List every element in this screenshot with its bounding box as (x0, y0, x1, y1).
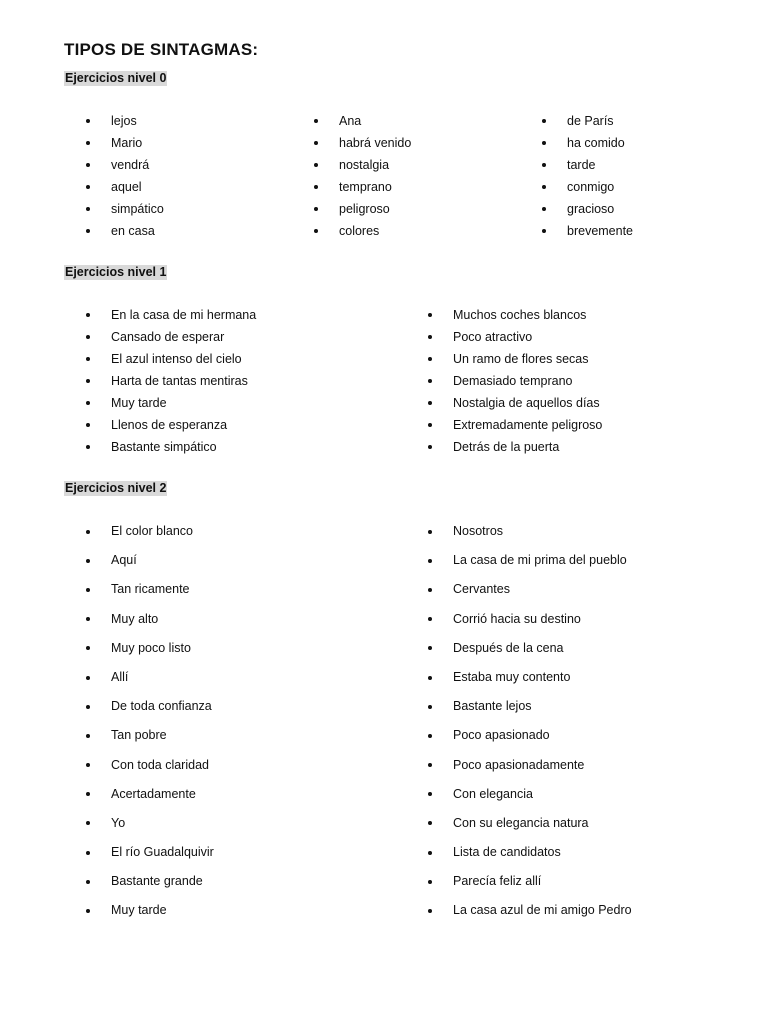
nivel-0-column-3 (542, 110, 633, 242)
bullet-icon (314, 207, 318, 211)
bullet-icon (542, 185, 546, 189)
bullet-icon (428, 851, 432, 855)
bullet-icon (428, 530, 432, 534)
bullet-icon (314, 185, 318, 189)
bullet-icon (428, 792, 432, 796)
list-item: Cansado de esperar (86, 326, 256, 348)
list-item: Nostalgia de aquellos días (428, 392, 602, 414)
nivel-2-column-2 (428, 517, 632, 926)
list-item: Poco atractivo (428, 326, 602, 348)
list-item: Nosotros (428, 517, 632, 546)
bullet-icon (428, 588, 432, 592)
bullet-icon (542, 207, 546, 211)
list-item: Corrió hacia su destino (428, 605, 632, 634)
list-item: habrá venido (314, 132, 411, 154)
bullet-icon (86, 185, 90, 189)
bullet-icon (428, 676, 432, 680)
list-item: tarde (542, 154, 633, 176)
bullet-icon (428, 821, 432, 825)
bullet-icon (86, 705, 90, 709)
list-item: Bastante lejos (428, 692, 632, 721)
bullet-icon (86, 530, 90, 534)
bullet-icon (428, 734, 432, 738)
list-item: Extremadamente peligroso (428, 414, 602, 436)
section-heading-nivel-0: Ejercicios nivel 0 (65, 71, 167, 85)
list-item: Poco apasionadamente (428, 751, 632, 780)
list-item: Cervantes (428, 575, 632, 604)
bullet-icon (428, 313, 432, 317)
bullet-icon (86, 445, 90, 449)
list-item: gracioso (542, 198, 633, 220)
list-item: De toda confianza (86, 692, 214, 721)
list-item: La casa azul de mi amigo Pedro (428, 896, 632, 925)
bullet-icon (428, 357, 432, 361)
list-item: Detrás de la puerta (428, 436, 602, 458)
bullet-icon (428, 379, 432, 383)
list-item: en casa (86, 220, 164, 242)
nivel-1-column-2 (428, 304, 602, 458)
list-item: Aquí (86, 546, 214, 575)
bullet-icon (428, 617, 432, 621)
bullet-icon (86, 909, 90, 913)
bullet-icon (428, 880, 432, 884)
list-item: Muy alto (86, 605, 214, 634)
bullet-icon (86, 141, 90, 145)
list-item: peligroso (314, 198, 411, 220)
list-item: Bastante simpático (86, 436, 256, 458)
bullet-icon (86, 851, 90, 855)
list-item: Bastante grande (86, 867, 214, 896)
list-item: simpático (86, 198, 164, 220)
list-item: ha comido (542, 132, 633, 154)
list-item: Parecía feliz allí (428, 867, 632, 896)
section-heading-nivel-1: Ejercicios nivel 1 (65, 265, 167, 279)
bullet-icon (86, 335, 90, 339)
bullet-icon (86, 880, 90, 884)
bullet-icon (314, 141, 318, 145)
list-item: Estaba muy contento (428, 663, 632, 692)
bullet-icon (428, 763, 432, 767)
nivel-1-column-1 (86, 304, 256, 458)
bullet-icon (86, 207, 90, 211)
list-item: Poco apasionado (428, 721, 632, 750)
list-item: Muy poco listo (86, 634, 214, 663)
bullet-icon (428, 909, 432, 913)
bullet-icon (86, 763, 90, 767)
bullet-icon (86, 676, 90, 680)
list-item: Tan pobre (86, 721, 214, 750)
bullet-icon (428, 401, 432, 405)
list-item: Yo (86, 809, 214, 838)
bullet-icon (86, 588, 90, 592)
list-item: Allí (86, 663, 214, 692)
bullet-icon (314, 163, 318, 167)
bullet-icon (86, 734, 90, 738)
bullet-icon (86, 379, 90, 383)
bullet-icon (542, 141, 546, 145)
bullet-icon (86, 229, 90, 233)
list-item: aquel (86, 176, 164, 198)
list-item: Con su elegancia natura (428, 809, 632, 838)
bullet-icon (86, 617, 90, 621)
list-item: El color blanco (86, 517, 214, 546)
list-item: Muy tarde (86, 392, 256, 414)
list-item: Acertadamente (86, 780, 214, 809)
list-item: Lista de candidatos (428, 838, 632, 867)
list-item: Llenos de esperanza (86, 414, 256, 436)
list-item: Mario (86, 132, 164, 154)
bullet-icon (86, 821, 90, 825)
bullet-icon (542, 163, 546, 167)
list-item: Un ramo de flores secas (428, 348, 602, 370)
page-title: TIPOS DE SINTAGMAS: (64, 40, 259, 59)
bullet-icon (428, 705, 432, 709)
list-item: Tan ricamente (86, 575, 214, 604)
bullet-icon (428, 445, 432, 449)
bullet-icon (314, 229, 318, 233)
bullet-icon (428, 423, 432, 427)
list-item: El azul intenso del cielo (86, 348, 256, 370)
list-item: Muchos coches blancos (428, 304, 602, 326)
nivel-0-column-1 (86, 110, 164, 242)
list-item: Después de la cena (428, 634, 632, 663)
list-item: conmigo (542, 176, 633, 198)
list-item: lejos (86, 110, 164, 132)
list-item: Demasiado temprano (428, 370, 602, 392)
bullet-icon (428, 559, 432, 563)
bullet-icon (542, 229, 546, 233)
bullet-icon (428, 646, 432, 650)
nivel-2-column-1 (86, 517, 214, 926)
bullet-icon (86, 163, 90, 167)
bullet-icon (86, 559, 90, 563)
bullet-icon (428, 335, 432, 339)
list-item: brevemente (542, 220, 633, 242)
bullet-icon (542, 119, 546, 123)
list-item: Con elegancia (428, 780, 632, 809)
list-item: colores (314, 220, 411, 242)
list-item: vendrá (86, 154, 164, 176)
list-item: temprano (314, 176, 411, 198)
list-item: La casa de mi prima del pueblo (428, 546, 632, 575)
list-item: Con toda claridad (86, 751, 214, 780)
list-item: En la casa de mi hermana (86, 304, 256, 326)
bullet-icon (86, 401, 90, 405)
bullet-icon (86, 119, 90, 123)
nivel-0-column-2 (314, 110, 411, 242)
bullet-icon (86, 792, 90, 796)
bullet-icon (86, 646, 90, 650)
list-item: El río Guadalquivir (86, 838, 214, 867)
bullet-icon (314, 119, 318, 123)
list-item: nostalgia (314, 154, 411, 176)
bullet-icon (86, 357, 90, 361)
section-heading-nivel-2: Ejercicios nivel 2 (65, 481, 167, 495)
list-item: Muy tarde (86, 896, 214, 925)
bullet-icon (86, 313, 90, 317)
list-item: Ana (314, 110, 411, 132)
list-item: de París (542, 110, 633, 132)
bullet-icon (86, 423, 90, 427)
list-item: Harta de tantas mentiras (86, 370, 256, 392)
